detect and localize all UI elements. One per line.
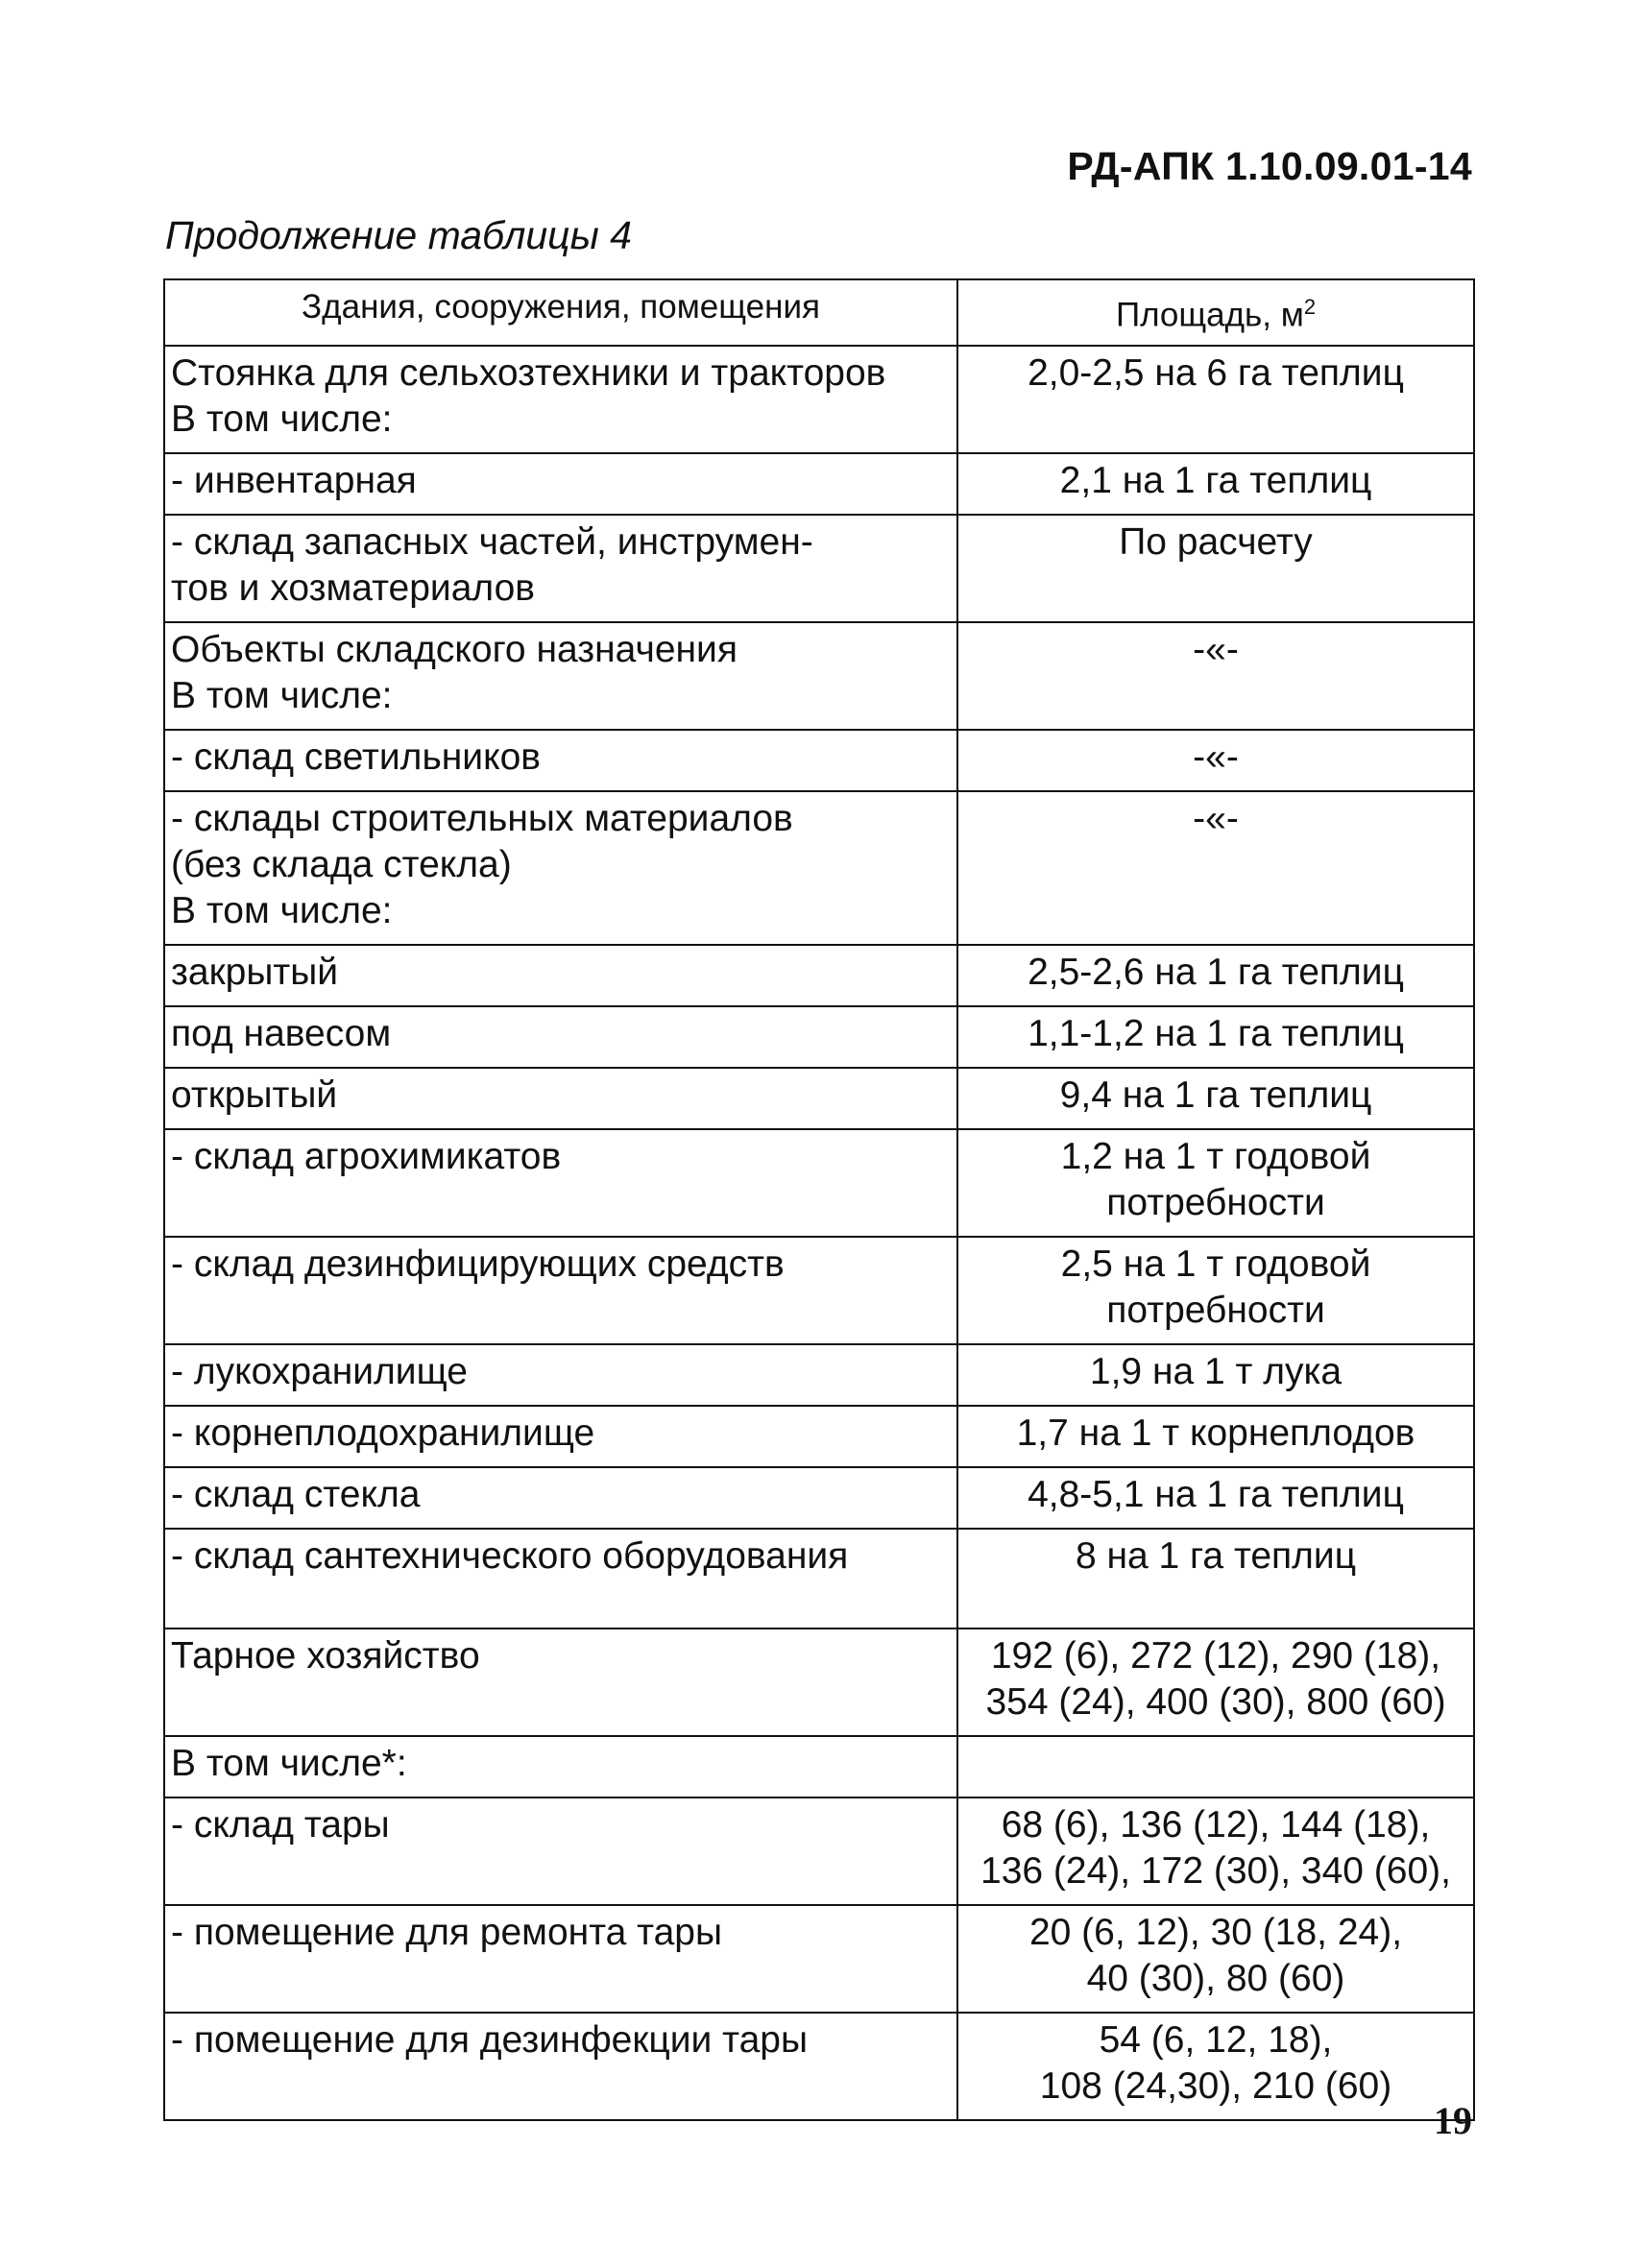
building-name-line: Стоянка для сельхозтехники и тракторов bbox=[171, 351, 886, 394]
building-name-line: В том числе: bbox=[171, 398, 393, 440]
column-header-area bbox=[957, 279, 1474, 346]
table-row bbox=[164, 1798, 1474, 1905]
column-header-buildings bbox=[164, 279, 957, 346]
table-row bbox=[164, 515, 1474, 622]
table-row bbox=[164, 730, 1474, 791]
table-caption: Продолжение таблицы 4 bbox=[165, 213, 632, 257]
area-value-cell bbox=[957, 1129, 1474, 1237]
area-value-cell bbox=[957, 945, 1474, 1006]
building-name-line: - склад дезинфицирующих средств bbox=[171, 1243, 785, 1285]
area-value-line: 136 (24), 172 (30), 340 (60), bbox=[980, 1849, 1451, 1892]
area-value-line: 54 (6, 12, 18), bbox=[1099, 2018, 1333, 2061]
building-name-cell bbox=[164, 945, 957, 1006]
area-value-line: 192 (6), 272 (12), 290 (18), bbox=[990, 1634, 1441, 1677]
area-value-cell bbox=[957, 1905, 1474, 2013]
building-name-line: - склад светильников bbox=[171, 736, 541, 778]
table-row bbox=[164, 1629, 1474, 1736]
building-name-cell bbox=[164, 2013, 957, 2120]
table-row bbox=[164, 1068, 1474, 1129]
building-name-line: В том числе: bbox=[171, 889, 393, 931]
building-name-cell bbox=[164, 1467, 957, 1529]
area-value-cell bbox=[957, 1406, 1474, 1467]
building-name-line: - склад запасных частей, инструмен- bbox=[171, 520, 813, 563]
area-value-cell bbox=[957, 1237, 1474, 1344]
column-header-buildings-label: Здания, сооружения, помещения bbox=[302, 288, 820, 326]
building-name-cell bbox=[164, 1129, 957, 1237]
area-value-line: 8 на 1 га теплиц bbox=[1075, 1534, 1357, 1577]
page-number: 19 bbox=[1434, 2099, 1472, 2142]
area-value-cell bbox=[957, 622, 1474, 730]
table-row bbox=[164, 1905, 1474, 2013]
table-row bbox=[164, 346, 1474, 453]
building-name-line: открытый bbox=[171, 1074, 338, 1116]
area-value-line: 68 (6), 136 (12), 144 (18), bbox=[1001, 1803, 1431, 1846]
building-name-line: - склад тары bbox=[171, 1803, 390, 1846]
table-row bbox=[164, 791, 1474, 945]
table-row bbox=[164, 1344, 1474, 1406]
building-name-cell bbox=[164, 1529, 957, 1629]
building-name-line: (без склада стекла) bbox=[171, 843, 512, 885]
area-value-line: 108 (24,30), 210 (60) bbox=[1039, 2064, 1392, 2107]
table-row bbox=[164, 1467, 1474, 1529]
building-name-line: В том числе*: bbox=[171, 1742, 407, 1784]
area-value-line: 354 (24), 400 (30), 800 (60) bbox=[985, 1680, 1446, 1723]
area-value-cell bbox=[957, 791, 1474, 945]
building-name-line: Тарное хозяйство bbox=[171, 1634, 480, 1677]
table-row bbox=[164, 1529, 1474, 1629]
area-value-cell bbox=[957, 730, 1474, 791]
area-value-line: 4,8-5,1 на 1 га теплиц bbox=[1028, 1473, 1404, 1515]
area-value-line: 1,9 на 1 т лука bbox=[1089, 1350, 1343, 1392]
table-row bbox=[164, 1406, 1474, 1467]
building-name-cell bbox=[164, 1736, 957, 1798]
area-norms-table bbox=[163, 278, 1475, 2121]
area-value-cell bbox=[957, 2013, 1474, 2120]
area-value-cell bbox=[957, 1736, 1474, 1798]
table-row bbox=[164, 1237, 1474, 1344]
area-value-line: 2,5 на 1 т годовой bbox=[1060, 1243, 1371, 1285]
area-value-line: 2,0-2,5 на 6 га теплиц bbox=[1028, 351, 1404, 394]
area-value-line: 1,1-1,2 на 1 га теплиц bbox=[1028, 1012, 1404, 1054]
area-value-line: 1,2 на 1 т годовой bbox=[1060, 1135, 1371, 1177]
area-value-line: -«- bbox=[1193, 736, 1239, 778]
building-name-line: Объекты складского назначения bbox=[171, 628, 738, 670]
building-name-line: - инвентарная bbox=[171, 459, 417, 501]
building-name-line: - склад сантехнического оборудования bbox=[171, 1534, 849, 1577]
building-name-line: - склад агрохимикатов bbox=[171, 1135, 562, 1177]
area-value-line: 40 (30), 80 (60) bbox=[1086, 1957, 1345, 1999]
building-name-line: - помещение для дезинфекции тары bbox=[171, 2018, 808, 2061]
column-header-area-label: Площадь, м bbox=[1115, 296, 1304, 334]
building-name-cell bbox=[164, 730, 957, 791]
area-value-cell bbox=[957, 1068, 1474, 1129]
area-value-line: потребности bbox=[1106, 1181, 1325, 1223]
building-name-cell bbox=[164, 1344, 957, 1406]
building-name-line: тов и хозматериалов bbox=[171, 567, 536, 609]
area-value-line: -«- bbox=[1193, 797, 1239, 839]
area-value-line: 2,1 на 1 га теплиц bbox=[1059, 459, 1372, 501]
area-value-line: 1,7 на 1 т корнеплодов bbox=[1016, 1411, 1415, 1454]
building-name-cell bbox=[164, 1798, 957, 1905]
area-value-cell bbox=[957, 1629, 1474, 1736]
area-value-line: потребности bbox=[1106, 1289, 1325, 1331]
area-value-cell bbox=[957, 1798, 1474, 1905]
building-name-cell bbox=[164, 1629, 957, 1736]
building-name-cell bbox=[164, 622, 957, 730]
table-row bbox=[164, 2013, 1474, 2120]
building-name-line: - склад стекла bbox=[171, 1473, 421, 1515]
area-value-cell bbox=[957, 1529, 1474, 1629]
table-body bbox=[164, 346, 1474, 2120]
table-row bbox=[164, 1129, 1474, 1237]
table-row bbox=[164, 945, 1474, 1006]
building-name-line: закрытый bbox=[171, 951, 339, 993]
document-code: РД-АПК 1.10.09.01-14 bbox=[1067, 144, 1472, 188]
area-value-cell bbox=[957, 1344, 1474, 1406]
building-name-cell bbox=[164, 515, 957, 622]
building-name-line: - лукохранилище bbox=[171, 1350, 468, 1392]
building-name-cell bbox=[164, 1068, 957, 1129]
area-value-cell bbox=[957, 1006, 1474, 1068]
building-name-line: - помещение для ремонта тары bbox=[171, 1911, 722, 1953]
area-value-line: 2,5-2,6 на 1 га теплиц bbox=[1028, 951, 1404, 993]
building-name-cell bbox=[164, 1237, 957, 1344]
building-name-cell bbox=[164, 1905, 957, 2013]
building-name-cell bbox=[164, 346, 957, 453]
table-row bbox=[164, 1006, 1474, 1068]
building-name-line: - склады строительных материалов bbox=[171, 797, 793, 839]
building-name-cell bbox=[164, 1406, 957, 1467]
building-name-cell bbox=[164, 791, 957, 945]
area-value-line: 20 (6, 12), 30 (18, 24), bbox=[1028, 1911, 1403, 1953]
table-header-row bbox=[164, 279, 1474, 346]
building-name-cell bbox=[164, 1006, 957, 1068]
area-unit-superscript: 2 bbox=[1303, 295, 1317, 319]
area-value-line: По расчету bbox=[1119, 520, 1313, 563]
building-name-line: под навесом bbox=[171, 1012, 392, 1054]
area-value-line: -«- bbox=[1193, 628, 1239, 670]
building-name-cell bbox=[164, 453, 957, 515]
area-value-cell bbox=[957, 515, 1474, 622]
area-value-cell bbox=[957, 1467, 1474, 1529]
table-row bbox=[164, 453, 1474, 515]
area-value-cell bbox=[957, 453, 1474, 515]
table-row bbox=[164, 622, 1474, 730]
area-value-line: 9,4 на 1 га теплиц bbox=[1059, 1074, 1372, 1116]
building-name-line: - корнеплодохранилище bbox=[171, 1411, 595, 1454]
area-value-cell bbox=[957, 346, 1474, 453]
table-row bbox=[164, 1736, 1474, 1798]
building-name-line: В том числе: bbox=[171, 674, 393, 716]
